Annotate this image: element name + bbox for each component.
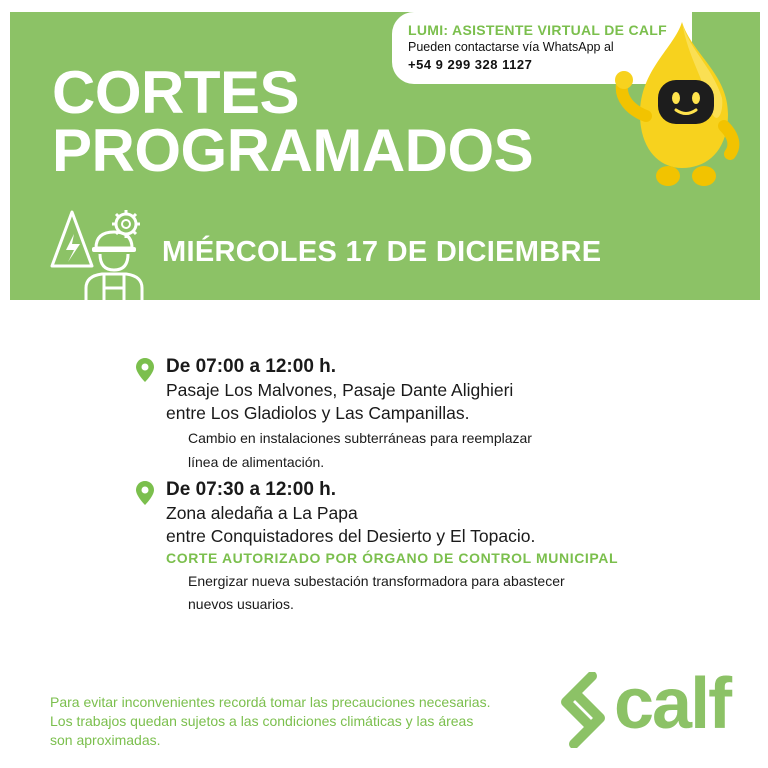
lumi-contact-text: Pueden contactarse vía WhatsApp al (408, 40, 614, 54)
outage-location: Pasaje Los Malvones, Pasaje Dante Alighieri (166, 380, 514, 400)
lumi-title: LUMI: ASISTENTE VIRTUAL DE CALF (408, 22, 667, 38)
lumi-phone[interactable]: +54 9 299 328 1127 (408, 57, 533, 72)
title-line-1: CORTES (52, 59, 300, 126)
page-title (52, 59, 534, 184)
outage-location: Zona aledaña a La Papa (166, 503, 358, 523)
outage-reason: Energizar nueva subestación transformadora para abastecer (188, 573, 565, 589)
outage-reason-cont: nuevos usuarios. (188, 596, 294, 612)
outage-time: De 07:30 a 12:00 h. (166, 479, 337, 500)
location-pin-icon (136, 358, 154, 382)
outage-time: De 07:00 a 12:00 h. (166, 356, 337, 377)
outage-date: MIÉRCOLES 17 DE DICIEMBRE (162, 236, 602, 268)
outage-location-detail: entre Los Gladiolos y Las Campanillas. (166, 403, 470, 423)
calf-logo-text: calf (614, 664, 731, 744)
location-pin-icon (136, 481, 154, 505)
lumi-mascot-icon (612, 18, 744, 190)
outage-reason: Cambio en instalaciones subterráneas para reemplazar (188, 430, 532, 446)
title-line-2: PROGRAMADOS (52, 117, 534, 184)
electrician-worker-icon (50, 208, 150, 300)
footer-line: Los trabajos quedan sujetos a las condiciones climáticas y las áreas (50, 713, 474, 729)
outage-location-detail: entre Conquistadores del Desierto y El Topacio. (166, 526, 536, 546)
footer-disclaimer (50, 693, 490, 750)
footer-line: son aproximadas. (50, 732, 161, 748)
footer-line: Para evitar inconvenientes recordá tomar las precauciones necesarias. (50, 694, 491, 710)
outage-reason-cont: línea de alimentación. (188, 454, 325, 470)
authorization-notice: CORTE AUTORIZADO POR ÓRGANO DE CONTROL MUNICIPAL (166, 550, 619, 566)
calf-logo-icon (558, 672, 608, 748)
